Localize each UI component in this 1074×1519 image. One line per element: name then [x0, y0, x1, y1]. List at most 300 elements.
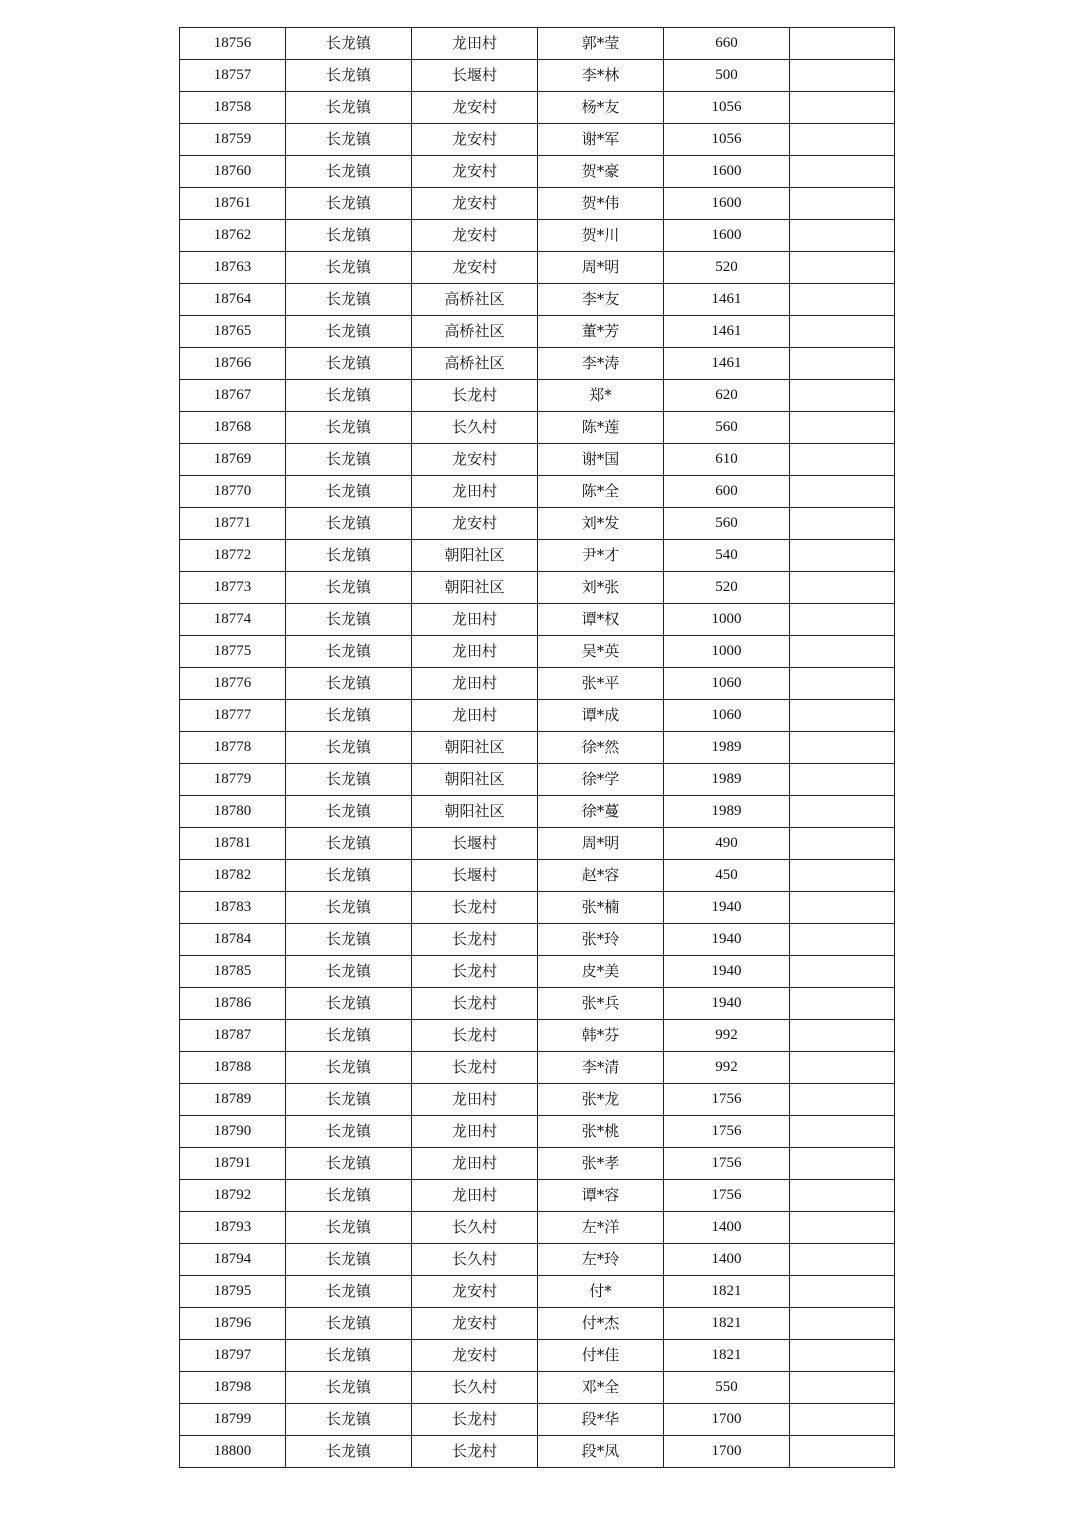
town-cell: 长龙镇: [286, 1372, 412, 1404]
amount-cell: 1400: [664, 1244, 790, 1276]
village-cell: 龙田村: [412, 1084, 538, 1116]
village-cell: 高桥社区: [412, 284, 538, 316]
town-cell: 长龙镇: [286, 828, 412, 860]
note-cell: [790, 1116, 895, 1148]
person-name-cell: 谭*容: [538, 1180, 664, 1212]
person-name-cell: 董*芳: [538, 316, 664, 348]
person-name-cell: 付*佳: [538, 1340, 664, 1372]
table-row: [180, 1308, 895, 1340]
amount-cell: 1060: [664, 700, 790, 732]
village-cell: 高桥社区: [412, 316, 538, 348]
village-cell: 长堰村: [412, 828, 538, 860]
table-row: [180, 1212, 895, 1244]
amount-cell: 1461: [664, 284, 790, 316]
person-name-cell: 刘*发: [538, 508, 664, 540]
person-name-cell: 杨*友: [538, 92, 664, 124]
person-name-cell: 张*孝: [538, 1148, 664, 1180]
table-row: [180, 156, 895, 188]
note-cell: [790, 1084, 895, 1116]
person-name-cell: 徐*然: [538, 732, 664, 764]
person-name-cell: 韩*芬: [538, 1020, 664, 1052]
village-cell: 长久村: [412, 1372, 538, 1404]
note-cell: [790, 412, 895, 444]
amount-cell: 660: [664, 28, 790, 60]
person-name-cell: 郑*: [538, 380, 664, 412]
note-cell: [790, 988, 895, 1020]
table-row: [180, 1052, 895, 1084]
serial-number-cell: 18781: [180, 828, 286, 860]
village-cell: 朝阳社区: [412, 732, 538, 764]
table-row: [180, 1404, 895, 1436]
note-cell: [790, 732, 895, 764]
amount-cell: 1000: [664, 636, 790, 668]
amount-cell: 560: [664, 412, 790, 444]
note-cell: [790, 1244, 895, 1276]
amount-cell: 1940: [664, 956, 790, 988]
table-row: [180, 668, 895, 700]
town-cell: 长龙镇: [286, 732, 412, 764]
amount-cell: 560: [664, 508, 790, 540]
note-cell: [790, 1052, 895, 1084]
village-cell: 龙田村: [412, 1180, 538, 1212]
note-cell: [790, 348, 895, 380]
village-cell: 龙安村: [412, 1340, 538, 1372]
amount-cell: 1600: [664, 188, 790, 220]
serial-number-cell: 18780: [180, 796, 286, 828]
note-cell: [790, 924, 895, 956]
amount-cell: 1940: [664, 988, 790, 1020]
amount-cell: 992: [664, 1020, 790, 1052]
person-name-cell: 尹*才: [538, 540, 664, 572]
person-name-cell: 付*: [538, 1276, 664, 1308]
person-name-cell: 周*明: [538, 252, 664, 284]
person-name-cell: 李*林: [538, 60, 664, 92]
amount-cell: 1756: [664, 1180, 790, 1212]
table-row: [180, 636, 895, 668]
town-cell: 长龙镇: [286, 572, 412, 604]
serial-number-cell: 18760: [180, 156, 286, 188]
table-row: [180, 796, 895, 828]
note-cell: [790, 1372, 895, 1404]
village-cell: 长龙村: [412, 892, 538, 924]
serial-number-cell: 18766: [180, 348, 286, 380]
records-table: [179, 27, 895, 1468]
village-cell: 长久村: [412, 1244, 538, 1276]
table-row: [180, 1276, 895, 1308]
note-cell: [790, 956, 895, 988]
amount-cell: 1756: [664, 1084, 790, 1116]
table-row: [180, 28, 895, 60]
village-cell: 高桥社区: [412, 348, 538, 380]
serial-number-cell: 18770: [180, 476, 286, 508]
serial-number-cell: 18771: [180, 508, 286, 540]
note-cell: [790, 284, 895, 316]
town-cell: 长龙镇: [286, 284, 412, 316]
town-cell: 长龙镇: [286, 60, 412, 92]
serial-number-cell: 18768: [180, 412, 286, 444]
serial-number-cell: 18784: [180, 924, 286, 956]
town-cell: 长龙镇: [286, 540, 412, 572]
table-row: [180, 700, 895, 732]
village-cell: 龙安村: [412, 156, 538, 188]
table-row: [180, 1372, 895, 1404]
village-cell: 长龙村: [412, 1052, 538, 1084]
person-name-cell: 皮*美: [538, 956, 664, 988]
town-cell: 长龙镇: [286, 412, 412, 444]
records-table-body: [180, 28, 895, 1468]
amount-cell: 1461: [664, 348, 790, 380]
village-cell: 朝阳社区: [412, 764, 538, 796]
amount-cell: 520: [664, 572, 790, 604]
serial-number-cell: 18756: [180, 28, 286, 60]
amount-cell: 1700: [664, 1404, 790, 1436]
amount-cell: 992: [664, 1052, 790, 1084]
serial-number-cell: 18796: [180, 1308, 286, 1340]
person-name-cell: 徐*学: [538, 764, 664, 796]
note-cell: [790, 828, 895, 860]
village-cell: 龙安村: [412, 1308, 538, 1340]
person-name-cell: 李*友: [538, 284, 664, 316]
note-cell: [790, 220, 895, 252]
amount-cell: 1400: [664, 1212, 790, 1244]
person-name-cell: 陈*全: [538, 476, 664, 508]
note-cell: [790, 476, 895, 508]
town-cell: 长龙镇: [286, 252, 412, 284]
note-cell: [790, 572, 895, 604]
village-cell: 龙田村: [412, 476, 538, 508]
table-row: [180, 1340, 895, 1372]
table-row: [180, 60, 895, 92]
amount-cell: 1056: [664, 92, 790, 124]
serial-number-cell: 18761: [180, 188, 286, 220]
amount-cell: 1600: [664, 156, 790, 188]
town-cell: 长龙镇: [286, 316, 412, 348]
table-row: [180, 924, 895, 956]
town-cell: 长龙镇: [286, 348, 412, 380]
table-row: [180, 764, 895, 796]
village-cell: 龙田村: [412, 636, 538, 668]
town-cell: 长龙镇: [286, 1340, 412, 1372]
amount-cell: 1821: [664, 1340, 790, 1372]
note-cell: [790, 1276, 895, 1308]
note-cell: [790, 28, 895, 60]
serial-number-cell: 18779: [180, 764, 286, 796]
amount-cell: 540: [664, 540, 790, 572]
town-cell: 长龙镇: [286, 188, 412, 220]
town-cell: 长龙镇: [286, 604, 412, 636]
serial-number-cell: 18763: [180, 252, 286, 284]
note-cell: [790, 1212, 895, 1244]
town-cell: 长龙镇: [286, 220, 412, 252]
village-cell: 长龙村: [412, 1436, 538, 1468]
village-cell: 长龙村: [412, 1020, 538, 1052]
town-cell: 长龙镇: [286, 1244, 412, 1276]
note-cell: [790, 796, 895, 828]
table-row: [180, 1180, 895, 1212]
village-cell: 长久村: [412, 412, 538, 444]
amount-cell: 1756: [664, 1148, 790, 1180]
village-cell: 长龙村: [412, 924, 538, 956]
amount-cell: 1756: [664, 1116, 790, 1148]
table-row: [180, 572, 895, 604]
town-cell: 长龙镇: [286, 1052, 412, 1084]
note-cell: [790, 156, 895, 188]
table-row: [180, 1020, 895, 1052]
note-cell: [790, 1308, 895, 1340]
note-cell: [790, 1020, 895, 1052]
serial-number-cell: 18792: [180, 1180, 286, 1212]
note-cell: [790, 1404, 895, 1436]
note-cell: [790, 92, 895, 124]
table-row: [180, 412, 895, 444]
person-name-cell: 张*玲: [538, 924, 664, 956]
person-name-cell: 张*楠: [538, 892, 664, 924]
village-cell: 龙安村: [412, 220, 538, 252]
note-cell: [790, 380, 895, 412]
serial-number-cell: 18790: [180, 1116, 286, 1148]
village-cell: 长龙村: [412, 956, 538, 988]
town-cell: 长龙镇: [286, 1180, 412, 1212]
amount-cell: 1461: [664, 316, 790, 348]
note-cell: [790, 124, 895, 156]
note-cell: [790, 1340, 895, 1372]
serial-number-cell: 18785: [180, 956, 286, 988]
note-cell: [790, 252, 895, 284]
town-cell: 长龙镇: [286, 1116, 412, 1148]
note-cell: [790, 60, 895, 92]
town-cell: 长龙镇: [286, 860, 412, 892]
table-row: [180, 1244, 895, 1276]
serial-number-cell: 18772: [180, 540, 286, 572]
table-row: [180, 92, 895, 124]
person-name-cell: 贺*川: [538, 220, 664, 252]
town-cell: 长龙镇: [286, 444, 412, 476]
person-name-cell: 左*洋: [538, 1212, 664, 1244]
town-cell: 长龙镇: [286, 28, 412, 60]
village-cell: 龙田村: [412, 1116, 538, 1148]
amount-cell: 1940: [664, 924, 790, 956]
note-cell: [790, 1180, 895, 1212]
person-name-cell: 赵*容: [538, 860, 664, 892]
note-cell: [790, 892, 895, 924]
village-cell: 长久村: [412, 1212, 538, 1244]
table-row: [180, 284, 895, 316]
town-cell: 长龙镇: [286, 1020, 412, 1052]
person-name-cell: 段*凤: [538, 1436, 664, 1468]
village-cell: 长堰村: [412, 60, 538, 92]
table-row: [180, 956, 895, 988]
note-cell: [790, 764, 895, 796]
person-name-cell: 左*玲: [538, 1244, 664, 1276]
note-cell: [790, 860, 895, 892]
amount-cell: 1989: [664, 764, 790, 796]
person-name-cell: 付*杰: [538, 1308, 664, 1340]
table-row: [180, 124, 895, 156]
person-name-cell: 刘*张: [538, 572, 664, 604]
town-cell: 长龙镇: [286, 380, 412, 412]
amount-cell: 1600: [664, 220, 790, 252]
person-name-cell: 张*龙: [538, 1084, 664, 1116]
table-row: [180, 316, 895, 348]
village-cell: 龙田村: [412, 28, 538, 60]
village-cell: 长龙村: [412, 1404, 538, 1436]
amount-cell: 1056: [664, 124, 790, 156]
serial-number-cell: 18775: [180, 636, 286, 668]
village-cell: 朝阳社区: [412, 540, 538, 572]
serial-number-cell: 18800: [180, 1436, 286, 1468]
serial-number-cell: 18774: [180, 604, 286, 636]
note-cell: [790, 636, 895, 668]
person-name-cell: 陈*莲: [538, 412, 664, 444]
village-cell: 长堰村: [412, 860, 538, 892]
village-cell: 朝阳社区: [412, 572, 538, 604]
village-cell: 朝阳社区: [412, 796, 538, 828]
village-cell: 龙安村: [412, 92, 538, 124]
village-cell: 龙安村: [412, 252, 538, 284]
village-cell: 龙田村: [412, 1148, 538, 1180]
table-row: [180, 252, 895, 284]
note-cell: [790, 604, 895, 636]
amount-cell: 620: [664, 380, 790, 412]
table-row: [180, 860, 895, 892]
serial-number-cell: 18799: [180, 1404, 286, 1436]
serial-number-cell: 18758: [180, 92, 286, 124]
amount-cell: 600: [664, 476, 790, 508]
person-name-cell: 段*华: [538, 1404, 664, 1436]
town-cell: 长龙镇: [286, 700, 412, 732]
table-row: [180, 1084, 895, 1116]
serial-number-cell: 18786: [180, 988, 286, 1020]
note-cell: [790, 1148, 895, 1180]
serial-number-cell: 18757: [180, 60, 286, 92]
town-cell: 长龙镇: [286, 1404, 412, 1436]
serial-number-cell: 18759: [180, 124, 286, 156]
serial-number-cell: 18782: [180, 860, 286, 892]
person-name-cell: 谢*军: [538, 124, 664, 156]
serial-number-cell: 18778: [180, 732, 286, 764]
town-cell: 长龙镇: [286, 1308, 412, 1340]
village-cell: 龙田村: [412, 668, 538, 700]
amount-cell: 490: [664, 828, 790, 860]
serial-number-cell: 18773: [180, 572, 286, 604]
table-row: [180, 476, 895, 508]
person-name-cell: 吴*英: [538, 636, 664, 668]
note-cell: [790, 668, 895, 700]
person-name-cell: 贺*豪: [538, 156, 664, 188]
amount-cell: 1989: [664, 796, 790, 828]
town-cell: 长龙镇: [286, 476, 412, 508]
town-cell: 长龙镇: [286, 1276, 412, 1308]
document-page: [179, 27, 894, 1468]
village-cell: 龙田村: [412, 700, 538, 732]
amount-cell: 550: [664, 1372, 790, 1404]
table-row: [180, 444, 895, 476]
town-cell: 长龙镇: [286, 636, 412, 668]
note-cell: [790, 444, 895, 476]
table-row: [180, 220, 895, 252]
town-cell: 长龙镇: [286, 1212, 412, 1244]
amount-cell: 450: [664, 860, 790, 892]
village-cell: 龙田村: [412, 604, 538, 636]
note-cell: [790, 188, 895, 220]
serial-number-cell: 18795: [180, 1276, 286, 1308]
serial-number-cell: 18789: [180, 1084, 286, 1116]
table-row: [180, 1116, 895, 1148]
person-name-cell: 周*明: [538, 828, 664, 860]
table-row: [180, 188, 895, 220]
town-cell: 长龙镇: [286, 92, 412, 124]
note-cell: [790, 508, 895, 540]
table-row: [180, 604, 895, 636]
table-row: [180, 892, 895, 924]
table-row: [180, 732, 895, 764]
town-cell: 长龙镇: [286, 508, 412, 540]
town-cell: 长龙镇: [286, 892, 412, 924]
amount-cell: 1000: [664, 604, 790, 636]
person-name-cell: 贺*伟: [538, 188, 664, 220]
serial-number-cell: 18776: [180, 668, 286, 700]
person-name-cell: 谢*国: [538, 444, 664, 476]
amount-cell: 1060: [664, 668, 790, 700]
amount-cell: 1821: [664, 1276, 790, 1308]
person-name-cell: 徐*蔓: [538, 796, 664, 828]
serial-number-cell: 18794: [180, 1244, 286, 1276]
town-cell: 长龙镇: [286, 124, 412, 156]
village-cell: 长龙村: [412, 988, 538, 1020]
table-row: [180, 348, 895, 380]
village-cell: 龙安村: [412, 444, 538, 476]
table-row: [180, 508, 895, 540]
serial-number-cell: 18777: [180, 700, 286, 732]
serial-number-cell: 18769: [180, 444, 286, 476]
serial-number-cell: 18783: [180, 892, 286, 924]
person-name-cell: 李*涛: [538, 348, 664, 380]
person-name-cell: 李*清: [538, 1052, 664, 1084]
person-name-cell: 张*平: [538, 668, 664, 700]
town-cell: 长龙镇: [286, 988, 412, 1020]
village-cell: 长龙村: [412, 380, 538, 412]
serial-number-cell: 18762: [180, 220, 286, 252]
serial-number-cell: 18765: [180, 316, 286, 348]
amount-cell: 520: [664, 252, 790, 284]
serial-number-cell: 18788: [180, 1052, 286, 1084]
village-cell: 龙安村: [412, 1276, 538, 1308]
person-name-cell: 张*桃: [538, 1116, 664, 1148]
town-cell: 长龙镇: [286, 796, 412, 828]
village-cell: 龙安村: [412, 508, 538, 540]
town-cell: 长龙镇: [286, 924, 412, 956]
amount-cell: 1821: [664, 1308, 790, 1340]
amount-cell: 610: [664, 444, 790, 476]
amount-cell: 1940: [664, 892, 790, 924]
town-cell: 长龙镇: [286, 156, 412, 188]
village-cell: 龙安村: [412, 124, 538, 156]
amount-cell: 1700: [664, 1436, 790, 1468]
serial-number-cell: 18793: [180, 1212, 286, 1244]
town-cell: 长龙镇: [286, 1148, 412, 1180]
town-cell: 长龙镇: [286, 668, 412, 700]
table-row: [180, 1436, 895, 1468]
table-row: [180, 540, 895, 572]
person-name-cell: 郭*莹: [538, 28, 664, 60]
table-row: [180, 988, 895, 1020]
person-name-cell: 谭*权: [538, 604, 664, 636]
note-cell: [790, 700, 895, 732]
amount-cell: 500: [664, 60, 790, 92]
town-cell: 长龙镇: [286, 1436, 412, 1468]
table-row: [180, 1148, 895, 1180]
town-cell: 长龙镇: [286, 764, 412, 796]
